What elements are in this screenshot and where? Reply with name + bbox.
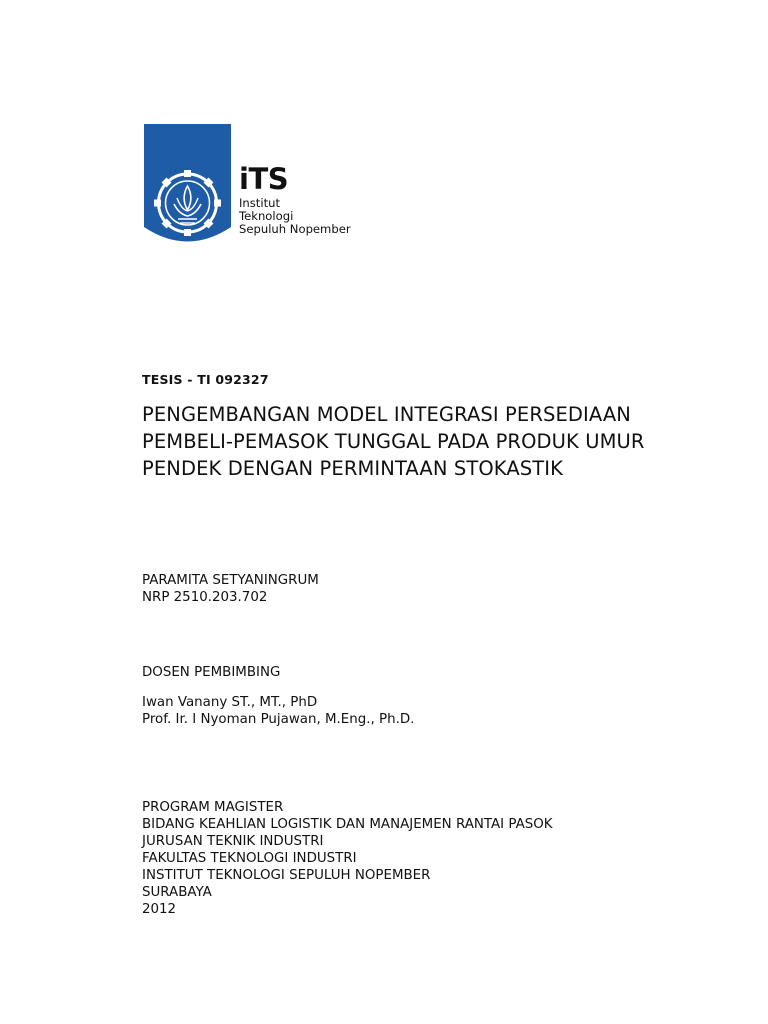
advisor-list: [142, 694, 742, 728]
its-logo-line: Teknologi: [239, 209, 294, 223]
author-name: PARAMITA SETYANINGRUM: [142, 573, 319, 588]
thesis-title-line: PEMBELI-PEMASOK TUNGGAL PADA PRODUK UMUR: [142, 430, 645, 453]
its-wordmark: iTS: [239, 162, 289, 196]
thesis-title-line: PENDEK DENGAN PERMINTAAN STOKASTIK: [142, 457, 563, 480]
advisor-heading: DOSEN PEMBIMBING: [142, 665, 281, 680]
advisor-name: Prof. Ir. I Nyoman Pujawan, M.Eng., Ph.D.: [142, 712, 415, 727]
institution-line: INSTITUT TEKNOLOGI SEPULUH NOPEMBER: [142, 868, 431, 883]
institution-line: PROGRAM MAGISTER: [142, 800, 284, 815]
its-logo-line: Sepuluh Nopember: [239, 222, 351, 236]
its-logo-line: Institut: [239, 196, 281, 210]
institution-line: 2012: [142, 902, 177, 917]
its-logo: [144, 124, 364, 250]
author-nrp: NRP 2510.203.702: [142, 590, 268, 605]
institution-line: JURUSAN TEKNIK INDUSTRI: [142, 834, 324, 849]
advisor-name: Iwan Vanany ST., MT., PhD: [142, 695, 318, 710]
thesis-title: [142, 401, 742, 482]
thesis-code: TESIS - TI 092327: [142, 372, 269, 387]
thesis-title-line: PENGEMBANGAN MODEL INTEGRASI PERSEDIAAN: [142, 403, 631, 426]
its-shield-emblem-icon: [144, 124, 231, 248]
its-logo-text: [239, 197, 351, 236]
institution-block: [142, 799, 742, 918]
author-block: [142, 572, 742, 606]
institution-line: BIDANG KEAHLIAN LOGISTIK DAN MANAJEMEN RANTAI PASOK: [142, 817, 553, 832]
institution-line: SURABAYA: [142, 885, 212, 900]
institution-line: FAKULTAS TEKNOLOGI INDUSTRI: [142, 851, 357, 866]
